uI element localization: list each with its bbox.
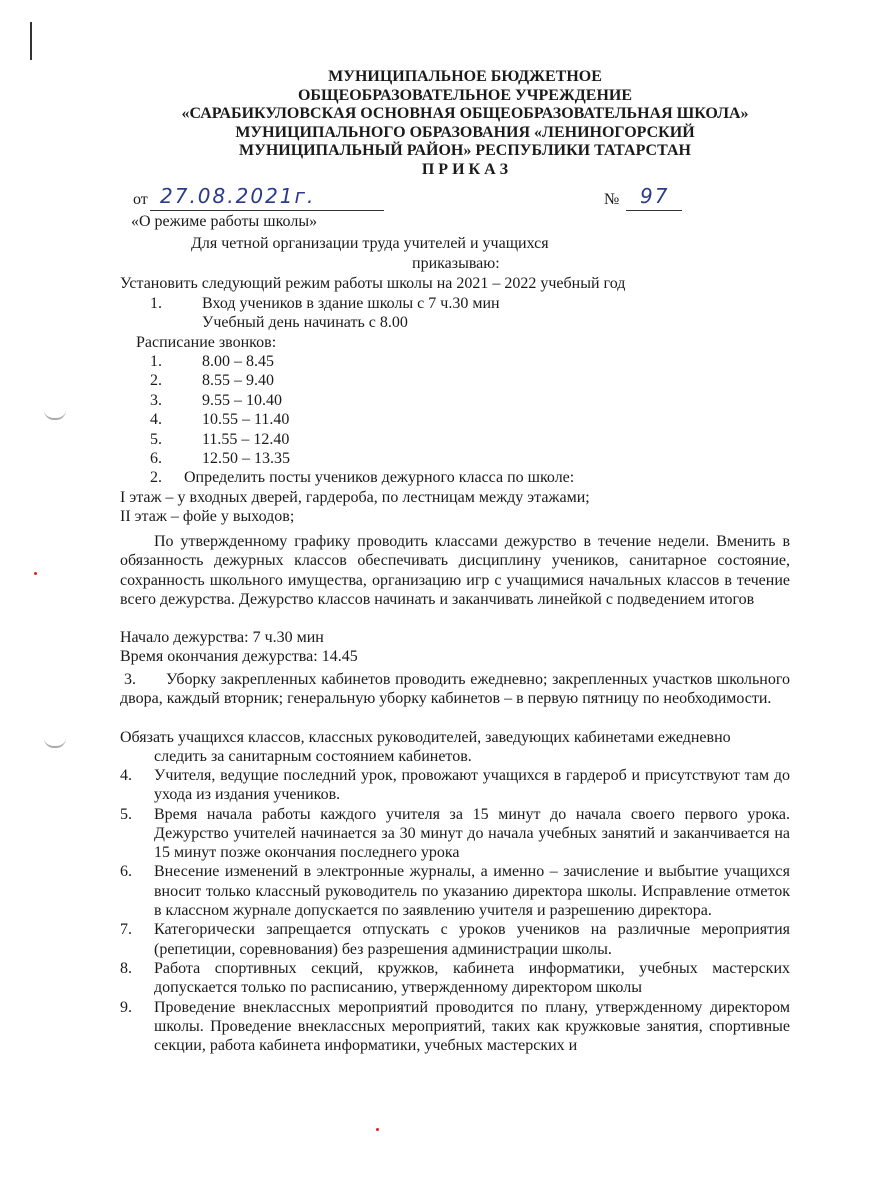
oblige-line: следить за санитарным состоянием кабинетов. [154,748,472,766]
bell-time: 12.50 – 13.35 [202,449,290,467]
scan-mark [30,22,32,60]
header-line: «САРАБИКУЛОВСКАЯ ОСНОВНАЯ ОБЩЕОБРАЗОВАТЕЛЬНАЯ ШКОЛА» [181,105,749,122]
header-line: МУНИЦИПАЛЬНОЕ БЮДЖЕТНОЕ [328,68,602,85]
bell-number: 6. [150,449,162,467]
order-intro: Для четной организации труда учителей и учащихся [191,235,549,252]
bell-number: 4. [150,411,162,429]
item-text: Уборку закрепленных кабинетов проводить ежедневно; закрепленных участков школьного двора, каждый вторник; генеральную уборку кабинетов – в первую пятницу по необходимости. [120,671,790,708]
duty-paragraph: По утвержденному графику проводить классами дежурство в течение недели. Вменить в обязанность дежурных классов обеспечивать дисциплину учеников, санитарное состояние, сохранность школьного имущества, организацию игр с учащимися начальных классов в течение всего дежурства. Дежурство классов начинать и заканчивать линейкой с подведением итогов [120,533,790,608]
document-header [120,68,810,179]
list-item [120,805,790,863]
floor-1-posts: I этаж – у входных дверей, гардероба, по лестницам между этажами; [120,489,590,506]
bell-number: 1. [150,353,162,370]
list-item [120,920,790,959]
duty-times [120,628,820,667]
item-number: 7. [120,921,132,939]
header-line: МУНИЦИПАЛЬНОГО ОБРАЗОВАНИЯ «ЛЕНИНОГОРСКИЙ [235,123,695,141]
item-number: 9. [120,998,132,1016]
item-3 [120,670,790,709]
scan-dot [376,1128,379,1131]
bell-time: 10.55 – 11.40 [202,411,290,429]
item-text: Учителя, ведущие последний урок, провожают учащихся в гардероб и присутствуют там до ухода из издания учеников. [154,767,790,804]
item-text: Определить посты учеников дежурного класса по школе: [184,469,575,486]
punch-hole-mark [44,738,66,748]
duty-posts [120,488,820,527]
item-number: 6. [120,863,132,881]
date-underline [150,210,384,211]
order-topic: «О режиме работы школы» [131,213,318,230]
oblige-line: Обязать учащихся классов, классных руководителей, заведующих кабинетами ежедневно [120,729,731,746]
scan-dot [34,572,37,575]
item-text: Вход учеников в здание школы с 7 ч.30 мин [202,295,500,312]
bell-number: 2. [150,372,162,390]
item-number: 4. [120,767,132,784]
item-text: Время начала работы каждого учителя за 15 минут до начала своего первого урока. Дежурство учителей начинается за 30 минут до начала учебных занятий и заканчивается на 15 минут позже окончания последнего урока [154,805,790,862]
order-items [120,766,790,1055]
date-prefix: от [133,191,148,208]
punch-hole-mark [44,410,66,420]
handwritten-date: 27.08.2021г. [160,184,316,208]
handwritten-number: 97 [640,184,670,208]
bell-number: 5. [150,430,162,448]
item-number: 2. [150,469,162,486]
list-item [120,998,790,1056]
bell-time: 9.55 – 10.40 [202,391,282,409]
oblige-paragraph [120,728,790,767]
header-line: ОБЩЕОБРАЗОВАТЕЛЬНОЕ УЧРЕЖДЕНИЕ [297,86,633,104]
bell-time: 8.55 – 9.40 [202,372,274,390]
bell-time: 8.00 – 8.45 [202,353,274,370]
number-prefix: № [604,191,620,208]
item-text: Категорически запрещается отпускать с уроков учеников на различные мероприятия (репетиции, соревнования) без разрешения администрации школы. [154,921,790,958]
item-text: Учебный день начинать с 8.00 [202,314,408,332]
list-item [120,862,790,920]
item-text: Внесение изменений в электронные журналы, а именно – зачисление и выбытие учащихся вносит только классный руководитель по указанию директора школы. Исправление отметок в классном журнале допускается по заявлению учителя и разрешению директора. [154,863,790,920]
item-text: Работа спортивных секций, кружков, кабинета информатики, учебных мастерских допускается только по расписанию, утвержденному директором школы [154,959,790,997]
document-type: П Р И К А З [421,160,509,178]
floor-2-posts: II этаж – фойе у выходов; [120,508,295,526]
bell-number: 3. [150,391,162,409]
item-number: 3. [124,671,136,688]
item-number: 8. [120,959,132,977]
bells-title: Расписание звонков: [136,334,277,351]
item-number: 1. [150,295,162,312]
number-underline [626,210,682,211]
header-line: МУНИЦИПАЛЬНЫЙ РАЙОН» РЕСПУБЛИКИ ТАТАРСТАН [239,142,691,159]
item-number: 5. [120,805,132,823]
bell-time: 11.55 – 12.40 [202,430,290,448]
list-item [120,766,790,805]
item-text: Проведение внеклассных мероприятий проводится по плану, утвержденному директором школы. Проведение внеклассных мероприятий, таких как кружковые занятия, спортивные секции, работа кабинета информатики, учебных мастерских и [154,998,790,1055]
establish-line: Установить следующий режим работы школы на 2021 – 2022 учебный год [120,275,626,292]
duty-end: Время окончания дежурства: 14.45 [120,648,358,666]
list-item [120,959,790,998]
order-command: приказываю: [412,255,500,272]
duty-start: Начало дежурства: 7 ч.30 мин [120,629,324,646]
